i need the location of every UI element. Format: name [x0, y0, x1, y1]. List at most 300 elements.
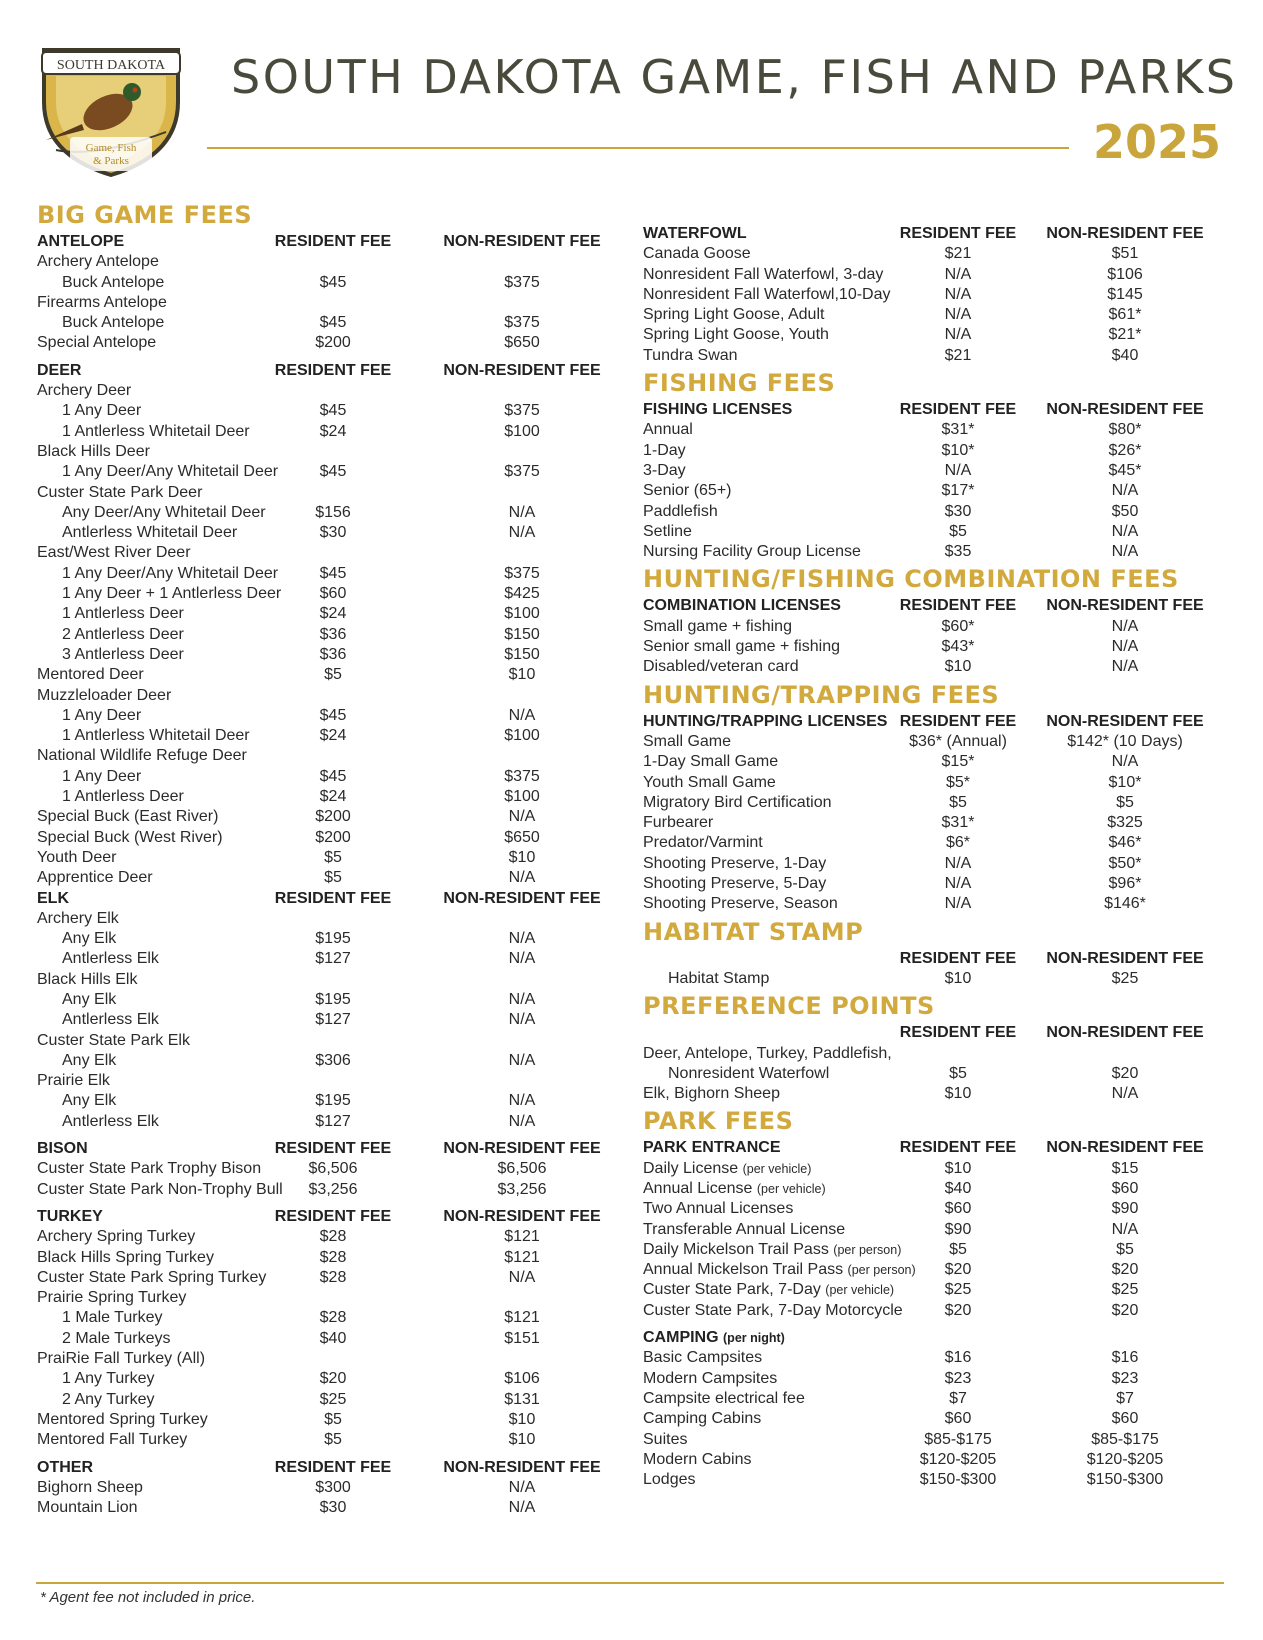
resident-fee: $120-$205 [919, 1450, 997, 1468]
resident-fee: N/A [944, 895, 972, 913]
fee-label [643, 1084, 780, 1104]
label-text: FISHING LICENSES [643, 401, 793, 419]
label-text: Transferable Annual License [643, 1220, 846, 1238]
resident-fee: $45 [319, 314, 347, 332]
resident-fee: $24 [319, 788, 347, 806]
resident-fee: $45 [319, 273, 347, 291]
fee-row [37, 1478, 612, 1498]
resident-fee: $5 [949, 522, 967, 540]
table-header-row [37, 889, 612, 909]
section-title: PARK FEES [643, 1107, 794, 1136]
fee-label [668, 969, 769, 989]
fee-label [643, 637, 840, 657]
fee-row [37, 422, 612, 442]
resident-fee: $36 [319, 645, 347, 663]
fee-row [37, 381, 612, 401]
resident-fee: $23 [944, 1369, 972, 1387]
fee-row [643, 1220, 1223, 1240]
fee-row [37, 848, 612, 868]
label-text: Annual [643, 421, 693, 439]
nonresident-fee: $23 [1111, 1369, 1139, 1387]
label-text: 3 Antlerless Deer [62, 645, 184, 663]
label-text: Black Hills Elk [37, 970, 138, 988]
label-text: Archery Elk [37, 909, 119, 927]
fee-row [643, 420, 1223, 440]
fee-row [37, 1498, 612, 1518]
fee-label [643, 1301, 903, 1321]
fee-label [643, 1430, 687, 1450]
fee-row [643, 1159, 1223, 1179]
fee-label [643, 1389, 805, 1409]
label-text: Daily License [643, 1159, 739, 1177]
footnote: * Agent fee not included in price. [40, 1589, 256, 1606]
fee-label [643, 420, 693, 440]
fee-label [62, 929, 116, 949]
fee-row [37, 1091, 612, 1111]
label-text: PARK ENTRANCE [643, 1139, 781, 1157]
nonresident-fee: $650 [504, 334, 540, 352]
fee-label [37, 442, 150, 462]
label-text: 2 Male Turkeys [62, 1329, 171, 1347]
category-label [643, 400, 792, 420]
fee-label [643, 833, 763, 853]
fee-row [37, 401, 612, 421]
label-text: CAMPING [643, 1329, 719, 1347]
label-text: Campsite electrical fee [643, 1389, 805, 1407]
fee-row [643, 1240, 1223, 1260]
year-label: 2025 [1093, 115, 1222, 169]
resident-fee: $195 [315, 1092, 351, 1110]
fee-label [62, 1010, 159, 1030]
nonresident-fee: N/A [508, 1092, 536, 1110]
fee-label [37, 665, 144, 685]
fee-row [643, 346, 1223, 366]
fee-label [62, 625, 184, 645]
resident-fee: $25 [944, 1281, 972, 1299]
fee-row [37, 645, 612, 665]
fee-row [37, 523, 612, 543]
fee-label [37, 1268, 266, 1288]
nonresident-fee: $121 [504, 1228, 540, 1246]
label-text: DEER [37, 361, 82, 379]
label-text: Antlerless Elk [62, 1112, 159, 1130]
nonresident-fee: $26* [1108, 441, 1142, 459]
fee-label [62, 1091, 116, 1111]
category-label [643, 1328, 785, 1348]
fee-label [37, 686, 171, 706]
fee-row [37, 706, 612, 726]
fee-label [37, 1498, 138, 1518]
label-text: 1 Any Deer/Any Whitetail Deer [62, 564, 279, 582]
category-label [643, 224, 747, 244]
fee-label [668, 1064, 829, 1084]
label-text: Annual Mickelson Trail Pass [643, 1261, 844, 1279]
fee-row [37, 442, 612, 462]
fee-label [37, 828, 223, 848]
fee-row [37, 1051, 612, 1071]
nonresident-fee: $21* [1108, 326, 1142, 344]
fee-label [62, 1051, 116, 1071]
resident-fee: $24 [319, 422, 347, 440]
nonresident-fee: $10 [508, 1410, 536, 1428]
nonresident-fee: $106 [1107, 265, 1143, 283]
nonresident-fee: $10 [508, 848, 536, 866]
category-label [37, 1458, 93, 1478]
resident-fee: $6,506 [308, 1160, 358, 1178]
fee-label [62, 401, 141, 421]
nonresident-fee: $5 [1116, 793, 1134, 811]
label-text: Mentored Spring Turkey [37, 1410, 208, 1428]
resident-fee: $200 [315, 808, 351, 826]
resident-fee: $31* [941, 814, 975, 832]
fee-row [643, 1369, 1223, 1389]
fee-row [643, 522, 1223, 542]
pheasant-logo-icon [36, 40, 186, 180]
label-text: 1 Antlerless Whitetail Deer [62, 422, 250, 440]
fee-row [643, 637, 1223, 657]
label-text: Shooting Preserve, 5-Day [643, 875, 827, 893]
label-text: 1 Any Deer [62, 706, 142, 724]
fee-label [643, 285, 891, 305]
fee-label [643, 1260, 916, 1280]
label-note: (per vehicle) [825, 1283, 895, 1298]
fee-row [643, 874, 1223, 894]
resident-fee: $15* [941, 753, 975, 771]
table-header-row [643, 1328, 1223, 1348]
nonresident-fee: N/A [508, 869, 536, 887]
nonresident-fee: N/A [1111, 543, 1139, 561]
resident-fee: $40 [319, 1329, 347, 1347]
nonresident-fee: $120-$205 [1086, 1450, 1164, 1468]
fee-label [643, 1280, 894, 1300]
fee-row [37, 313, 612, 333]
fee-row [643, 732, 1223, 752]
fee-row [643, 1044, 1223, 1064]
fee-label [62, 564, 278, 584]
logo-text-bottom-2: & Parks [93, 155, 129, 167]
nonresident-fee: $121 [504, 1309, 540, 1327]
section-title: FISHING FEES [643, 369, 836, 398]
resident-fee: $5 [324, 666, 342, 684]
resident-fee-header: RESIDENT FEE [274, 361, 392, 379]
nonresident-fee: $142* (10 Days) [1067, 732, 1183, 750]
left-fee-column [37, 198, 612, 1518]
label-text: Shooting Preserve, Season [643, 895, 838, 913]
fee-label [643, 1044, 892, 1064]
label-text: Any Elk [62, 1051, 117, 1069]
fee-label [37, 1410, 208, 1430]
fee-row [37, 1349, 612, 1369]
label-text: Bighorn Sheep [37, 1478, 143, 1496]
fee-label [643, 441, 686, 461]
fee-row [643, 833, 1223, 853]
resident-fee: $306 [315, 1051, 351, 1069]
label-text: Mentored Fall Turkey [37, 1431, 188, 1449]
label-text: Special Buck (East River) [37, 808, 219, 826]
table-header-row [643, 400, 1223, 420]
nonresident-fee: $3,256 [497, 1180, 547, 1198]
fee-row [643, 1430, 1223, 1450]
fee-row [643, 461, 1223, 481]
fee-label [37, 1180, 283, 1200]
fee-label [643, 752, 778, 772]
fee-label [643, 1240, 901, 1260]
fee-row [643, 244, 1223, 264]
fee-row [37, 828, 612, 848]
fee-row [643, 969, 1223, 989]
resident-fee: $195 [315, 990, 351, 1008]
fee-row [643, 265, 1223, 285]
nonresident-fee-header: NON-RESIDENT FEE [1046, 1139, 1204, 1157]
fee-row [37, 970, 612, 990]
spacer [37, 1200, 612, 1207]
nonresident-fee-header: NON-RESIDENT FEE [1046, 949, 1204, 967]
nonresident-fee: N/A [508, 1499, 536, 1517]
resident-fee: N/A [944, 854, 972, 872]
fee-row [37, 1308, 612, 1328]
label-note: (per night) [723, 1331, 785, 1346]
fee-row [37, 949, 612, 969]
sd-gfp-logo [36, 40, 186, 180]
fee-label [37, 909, 119, 929]
nonresident-fee: N/A [1111, 658, 1139, 676]
table-header-row [643, 712, 1223, 732]
fee-label [62, 462, 278, 482]
resident-fee: $3,256 [308, 1180, 358, 1198]
label-text: Archery Spring Turkey [37, 1228, 196, 1246]
label-text: COMBINATION LICENSES [643, 597, 841, 615]
fee-label [37, 333, 156, 353]
resident-fee: $30 [944, 502, 972, 520]
resident-fee: $5 [324, 869, 342, 887]
resident-fee: $200 [315, 334, 351, 352]
resident-fee-header: RESIDENT FEE [274, 889, 392, 907]
fee-row [37, 1227, 612, 1247]
label-text: Suites [643, 1430, 688, 1448]
label-text: Shooting Preserve, 1-Day [643, 854, 827, 872]
fee-label [643, 1179, 826, 1199]
fee-label [643, 617, 792, 637]
resident-fee-header: RESIDENT FEE [899, 1139, 1017, 1157]
nonresident-fee: N/A [508, 950, 536, 968]
label-text: Camping Cabins [643, 1410, 762, 1428]
fee-row [643, 617, 1223, 637]
fee-label [643, 1450, 752, 1470]
fee-row [643, 325, 1223, 345]
table-header-row [37, 1458, 612, 1478]
nonresident-fee: $50 [1111, 502, 1139, 520]
label-text: 1 Any Deer/Any Whitetail Deer [62, 463, 279, 481]
resident-fee: $5 [949, 793, 967, 811]
fee-label [643, 502, 718, 522]
nonresident-fee: $40 [1111, 346, 1139, 364]
nonresident-fee: $375 [504, 767, 540, 785]
fee-label [62, 645, 184, 665]
fee-label [37, 381, 131, 401]
section-title: HUNTING/TRAPPING FEES [643, 680, 1000, 709]
fee-row [643, 1389, 1223, 1409]
table-header-row [643, 1138, 1223, 1158]
resident-fee: $36* (Annual) [909, 732, 1007, 750]
nonresident-fee: $25 [1111, 969, 1139, 987]
label-text: Habitat Stamp [668, 969, 770, 987]
label-text: Any Elk [62, 1092, 117, 1110]
label-text: Muzzleloader Deer [37, 686, 172, 704]
label-text: Setline [643, 522, 692, 540]
label-text: Small game + fishing [643, 617, 792, 635]
nonresident-fee: $7 [1116, 1389, 1134, 1407]
fee-label [62, 1329, 170, 1349]
label-text: 1 Any Deer [62, 767, 142, 785]
label-text: Any Elk [62, 990, 117, 1008]
label-text: 1 Antlerless Whitetail Deer [62, 727, 250, 745]
resident-fee: $6* [945, 834, 971, 852]
fee-row [37, 1159, 612, 1179]
label-text: 1 Any Deer + 1 Antlerless Deer [62, 585, 282, 603]
label-note: (per person) [833, 1242, 902, 1257]
fee-label [62, 604, 184, 624]
nonresident-fee: $150 [504, 645, 540, 663]
label-text: Custer State Park, 7-Day [643, 1281, 821, 1299]
table-header-row [37, 361, 612, 381]
label-text: Two Annual Licenses [643, 1200, 794, 1218]
resident-fee: $10 [944, 658, 972, 676]
nonresident-fee: N/A [508, 1051, 536, 1069]
category-label [643, 1138, 780, 1158]
resident-fee: $28 [319, 1268, 347, 1286]
label-text: Custer State Park Trophy Bison [37, 1160, 262, 1178]
nonresident-fee: $15 [1111, 1159, 1139, 1177]
fee-label [62, 1390, 155, 1410]
fee-label [62, 726, 250, 746]
label-text: Buck Antelope [62, 314, 165, 332]
nonresident-fee: $375 [504, 564, 540, 582]
footer-divider [36, 1582, 1224, 1584]
resident-fee: $5 [324, 1431, 342, 1449]
fee-row [37, 929, 612, 949]
fee-label [37, 293, 167, 313]
fee-label [62, 1112, 159, 1132]
label-text: Migratory Bird Certification [643, 793, 832, 811]
fee-label [37, 1159, 261, 1179]
resident-fee: N/A [944, 461, 972, 479]
label-text: 1 Antlerless Deer [62, 788, 184, 806]
logo-text-top: SOUTH DAKOTA [56, 58, 166, 73]
fee-label [643, 854, 826, 874]
nonresident-fee: $16 [1111, 1349, 1139, 1367]
fee-label [62, 706, 141, 726]
fee-row [37, 625, 612, 645]
label-text: Archery Deer [37, 382, 132, 400]
nonresident-fee: $45* [1108, 461, 1142, 479]
label-text: Custer State Park Deer [37, 483, 203, 501]
nonresident-fee: $100 [504, 605, 540, 623]
section-title: HABITAT STAMP [643, 917, 864, 946]
label-text: Antlerless Elk [62, 1011, 159, 1029]
resident-fee: $5* [945, 773, 971, 791]
resident-fee-header: RESIDENT FEE [274, 1207, 392, 1225]
fee-label [62, 273, 164, 293]
resident-fee-header: RESIDENT FEE [899, 401, 1017, 419]
table-header-row [643, 1023, 1223, 1043]
category-label [643, 596, 841, 616]
fee-label [643, 1220, 845, 1240]
nonresident-fee-header: NON-RESIDENT FEE [443, 361, 601, 379]
fee-row [37, 990, 612, 1010]
resident-fee: N/A [944, 265, 972, 283]
label-text: Antlerless Elk [62, 950, 159, 968]
fee-label [643, 657, 799, 677]
label-text: 1-Day Small Game [643, 753, 779, 771]
label-text: 1 Any Deer [62, 402, 142, 420]
fee-label [643, 874, 826, 894]
fee-label [37, 252, 159, 272]
label-text: Modern Campsites [643, 1369, 778, 1387]
label-text: East/West River Deer [37, 544, 191, 562]
fee-row [37, 665, 612, 685]
fee-row [37, 1329, 612, 1349]
fee-label [37, 483, 202, 503]
fee-label [62, 949, 159, 969]
resident-fee: $60* [941, 617, 975, 635]
fee-row [37, 686, 612, 706]
nonresident-fee: $10 [508, 666, 536, 684]
label-text: Furbearer [643, 814, 714, 832]
nonresident-fee: $90 [1111, 1200, 1139, 1218]
resident-fee-header: RESIDENT FEE [274, 1140, 392, 1158]
fee-label [62, 422, 250, 442]
nonresident-fee: $50* [1108, 854, 1142, 872]
nonresident-fee: $20 [1111, 1301, 1139, 1319]
fee-label [37, 1478, 143, 1498]
nonresident-fee: $375 [504, 402, 540, 420]
label-text: Black Hills Deer [37, 442, 150, 460]
label-text: Buck Antelope [62, 273, 165, 291]
resident-fee: $45 [319, 463, 347, 481]
nonresident-fee: $146* [1104, 895, 1146, 913]
nonresident-fee: N/A [508, 1478, 536, 1496]
label-text: Custer State Park Spring Turkey [37, 1268, 267, 1286]
fee-label [643, 1470, 696, 1490]
label-text: Prairie Spring Turkey [37, 1289, 187, 1307]
fee-label [643, 773, 776, 793]
fee-label [37, 543, 191, 563]
fee-label [62, 584, 281, 604]
fee-row [643, 305, 1223, 325]
fee-label [62, 1369, 155, 1389]
resident-fee: $5 [324, 1410, 342, 1428]
resident-fee: $30 [319, 524, 347, 542]
label-text: Annual License [643, 1179, 753, 1197]
fee-row [643, 1470, 1223, 1490]
label-text: Mountain Lion [37, 1499, 138, 1517]
fee-row [643, 1450, 1223, 1470]
label-text: Spring Light Goose, Adult [643, 306, 825, 324]
table-header-row [643, 596, 1223, 616]
resident-fee: $60 [319, 585, 347, 603]
nonresident-fee: N/A [508, 990, 536, 1008]
fee-row [37, 1071, 612, 1091]
label-text: Basic Campsites [643, 1349, 763, 1367]
logo-text-bottom-1: Game, Fish [85, 142, 137, 154]
fee-row [643, 793, 1223, 813]
resident-fee: $31* [941, 421, 975, 439]
label-text: 3-Day [643, 461, 686, 479]
label-text: Deer, Antelope, Turkey, Paddlefish, [643, 1044, 892, 1062]
resident-fee: N/A [944, 326, 972, 344]
resident-fee: $60 [944, 1200, 972, 1218]
label-text: 1 Antlerless Deer [62, 605, 184, 623]
